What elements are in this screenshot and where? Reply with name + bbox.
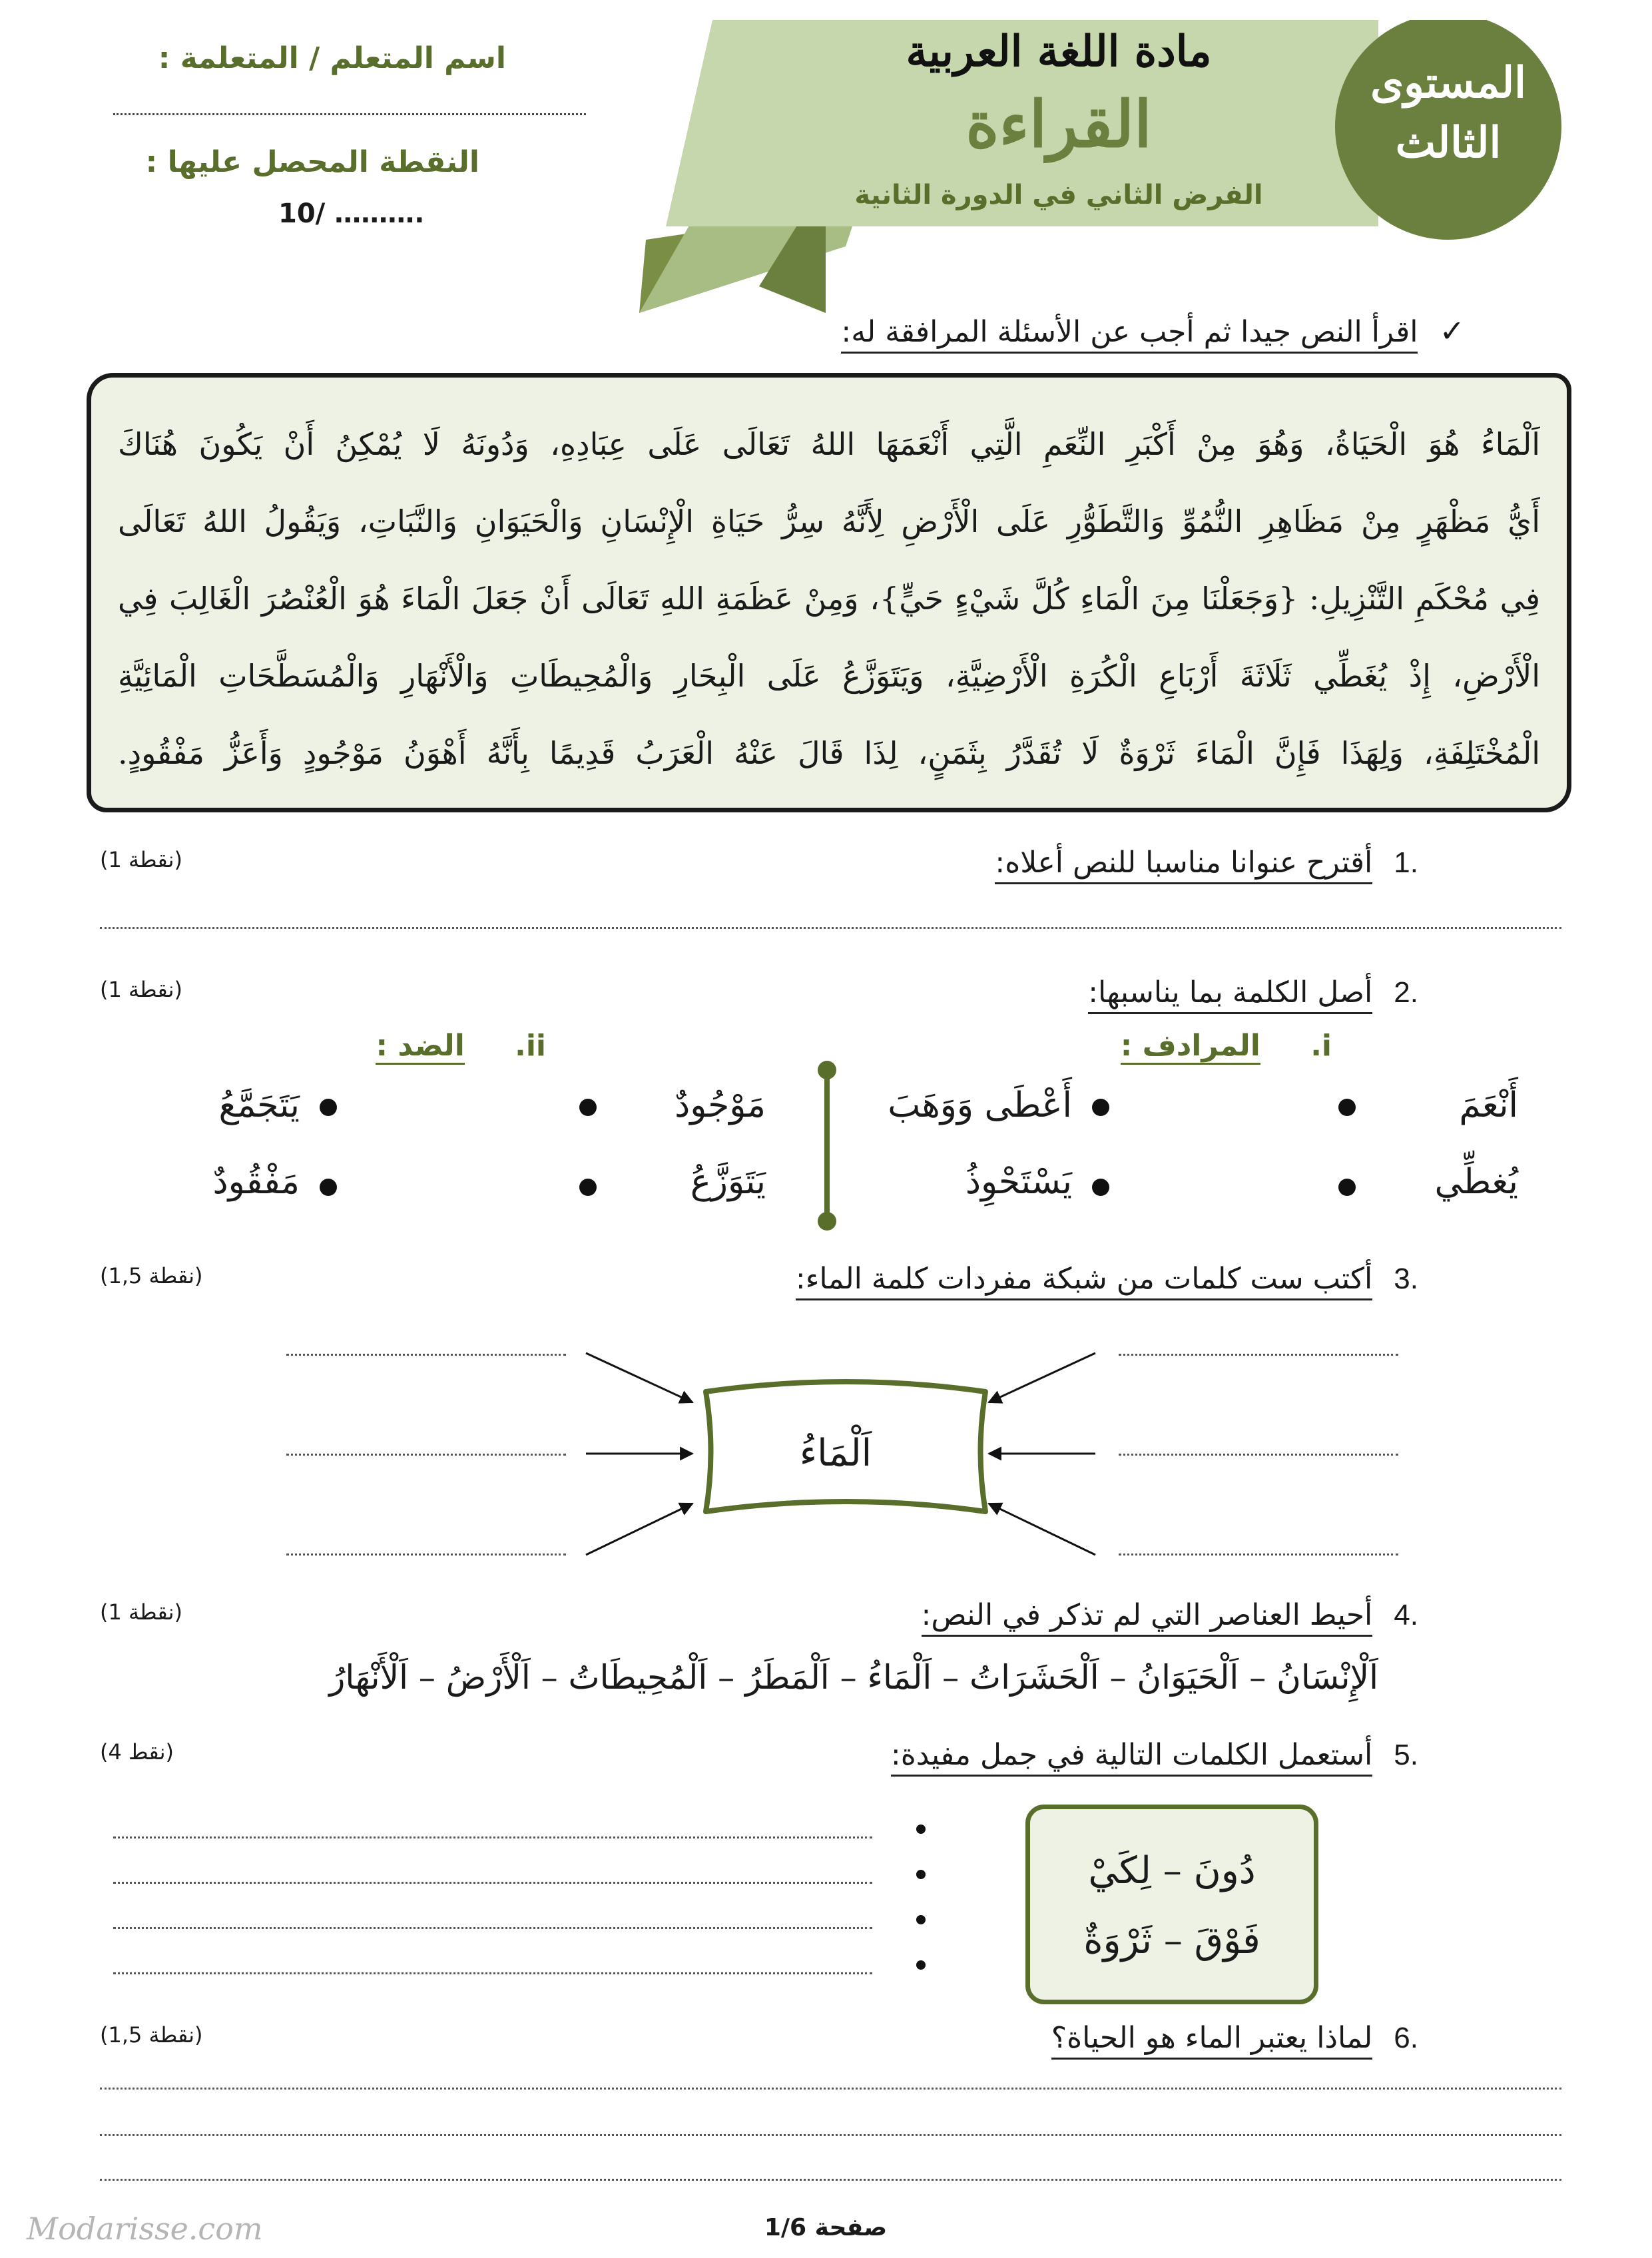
q5-number: .5 [1394, 1739, 1418, 1771]
q2-syn-match-2: يَسْتَحْوِذُ [965, 1162, 1072, 1202]
q2-syn-dot-4[interactable] [1092, 1179, 1109, 1196]
student-name-label: اسم المتعلم / المتعلمة : [158, 41, 506, 75]
q2-syn-word-2: يُغطِّي [1434, 1162, 1518, 1202]
q3-answer-left-2[interactable] [286, 1454, 566, 1456]
instruction-text: اقرأ النص جيدا ثم أجب عن الأسئلة المرافقة له: [841, 315, 1418, 354]
q2-syn-dot-2[interactable] [1092, 1099, 1109, 1116]
q1-text: أقترح عنوانا مناسبا للنص أعلاه: [995, 846, 1372, 884]
q6-text: لماذا يعتبر الماء هو الحياة؟ [1051, 2021, 1373, 2060]
q2-syn-dot-1[interactable] [1338, 1099, 1356, 1116]
q2-ant-dot-3[interactable] [579, 1179, 597, 1196]
passage-line: اَلْمَاءُ هُوَ الْحَيَاةُ، وَهُوَ مِنْ أَكْبَرِ النِّعَمِ الَّتِي أَنْعَمَهَا اللهُ تَعَالَى عَلَى عِبَادِهِ، وَدُونَهُ لَا يُمْكِنُ أَنْ يَكُونَ هُنَاكَ [118, 426, 1540, 462]
q2-ant-match-1: يَتَجَمَّعُ [218, 1085, 300, 1125]
q2-ant-dot-2[interactable] [320, 1099, 337, 1116]
q6-answer-line-3[interactable] [100, 2179, 1561, 2181]
passage-text [118, 406, 1540, 792]
passage-line: أَيُّ مَظْهَرٍ مِنْ مَظَاهِرِ النُّمُوِّ وَالتَّطَوُّرِ عَلَى الْأَرْضِ لِأَنَّهُ سِرُّ حَيَاةِ الْإِنْسَانِ وَالْحَيَوَانِ وَالنَّبَاتِ، وَيَقُولُ اللهُ تَعَالَى [118, 503, 1540, 539]
q1-points: (1 نقطة) [100, 847, 182, 872]
q2-divider [824, 1069, 830, 1222]
exam-title: الفرض الثاني في الدورة الثانية [854, 180, 1263, 210]
watermark: Modarisse.com [27, 2211, 263, 2247]
q5-bullet-3 [916, 1915, 926, 1924]
q6-header [799, 2021, 1418, 2055]
q2-text: أصل الكلمة بما يناسبها: [1088, 976, 1372, 1014]
student-name-field[interactable] [113, 113, 586, 115]
q3-points: (1,5 نقطة) [100, 1263, 203, 1288]
check-icon: ✓ [1439, 313, 1465, 349]
q3-answer-right-2[interactable] [1119, 1454, 1398, 1456]
q2-sub-ii-number: ii. [515, 1029, 546, 1063]
q5-bullet-4 [916, 1960, 926, 1970]
instruction-line [799, 313, 1465, 349]
passage-line: الْأَرْضِ، إِذْ يُغَطِّي ثَلَاثَةَ أَرْبَاعِ الْكُرَةِ الْأَرْضِيَّةِ، وَيَتَوَزَّعُ عَلَى الْبِحَارِ وَالْمُحِيطَاتِ وَالْأَنْهَارِ وَالْمُسَطَّحَاتِ الْمَائِيَّةِ [118, 658, 1540, 694]
level-line2: الثالث [1395, 118, 1502, 168]
subject-title: مادة اللغة العربية [906, 27, 1212, 77]
q5-words-line1: دُونَ – لِكَيْ [1088, 1849, 1256, 1892]
passage-line: فِي مُحْكَمِ التَّنْزِيلِ: {وَجَعَلْنَا مِنَ الْمَاءِ كُلَّ شَيْءٍ حَيٍّ}، وَمِنْ عَظَمَةِ اللهِ تَعَالَى أَنْ جَعَلَ الْمَاءَ هُوَ الْعُنْصُرَ الْغَالِبَ فِي [118, 581, 1540, 617]
q1-number: .1 [1394, 846, 1418, 879]
passage-line: الْمُخْتَلِفَةِ، وَلِهَذَا فَإِنَّ الْمَاءَ ثَرْوَةٌ لَا تُقَدَّرُ بِثَمَنٍ، لِذَا قَالَ عَنْهُ الْعَرَبُ قَدِيمًا بِأَنَّهُ أَهْوَنُ مَوْجُودٍ وَأَعَزُّ مَفْقُودٍ. [118, 735, 1540, 771]
q3-answer-right-1[interactable] [1119, 1354, 1398, 1356]
q6-points: (1,5 نقطة) [100, 2022, 203, 2048]
q6-answer-line-2[interactable] [100, 2134, 1561, 2136]
q2-sub-i-number: i. [1310, 1029, 1332, 1063]
q2-ant-dot-1[interactable] [579, 1099, 597, 1116]
q4-points: (1 نقطة) [100, 1599, 182, 1625]
q5-bullet-1 [916, 1825, 926, 1834]
q5-bullet-2 [916, 1870, 926, 1879]
q5-words-line2: فَوْقَ – ثَرْوَةٌ [1083, 1919, 1260, 1962]
q5-answer-line-3[interactable] [113, 1927, 872, 1929]
q4-text: أحيط العناصر التي لم تذكر في النص: [922, 1598, 1373, 1637]
q2-syn-dot-3[interactable] [1338, 1179, 1356, 1196]
page-number: صفحة 1/6 [764, 2214, 888, 2241]
q5-word-box [1025, 1805, 1318, 2004]
passage-box [87, 373, 1571, 812]
q4-number: .4 [1394, 1599, 1418, 1631]
level-badge [1362, 53, 1535, 173]
q5-answer-line-2[interactable] [113, 1882, 872, 1884]
level-line1: المستوى [1370, 58, 1526, 108]
q1-header [799, 846, 1418, 880]
q2-points: (1 نقطة) [100, 977, 182, 1002]
q2-synonym-label: المرادف : [1121, 1029, 1260, 1065]
q1-answer-line[interactable] [100, 927, 1561, 929]
q2-synonym-heading [1065, 1029, 1332, 1063]
q6-number: .6 [1394, 2022, 1418, 2054]
q5-header [799, 1738, 1418, 1772]
q3-answer-left-1[interactable] [286, 1354, 566, 1356]
q4-word-list[interactable]: اَلْإِنْسَانُ – اَلْحَيَوَانُ – اَلْحَشَرَاتُ – اَلْمَاءُ – اَلْمَطَرُ – اَلْمُحِيطَاتُ – اَلْأَرْضُ – اَلْأَنْهَارُ [329, 1658, 1378, 1697]
q2-divider-cap-top [818, 1061, 836, 1079]
q5-answer-line-4[interactable] [113, 1972, 872, 1974]
q3-text: أكتب ست كلمات من شبكة مفردات كلمة الماء: [796, 1262, 1372, 1300]
q2-antonym-label: الضد : [376, 1029, 464, 1065]
q2-divider-cap-bottom [818, 1212, 836, 1231]
score-label: النقطة المحصل عليها : [145, 145, 479, 179]
q2-ant-dot-4[interactable] [320, 1179, 337, 1196]
q2-antonym-heading [333, 1029, 546, 1063]
page-title: القراءة [965, 87, 1152, 162]
q3-number: .3 [1394, 1263, 1418, 1295]
q4-header [799, 1598, 1418, 1632]
q3-center-word: اَلْمَاءُ [799, 1432, 872, 1475]
q2-ant-word-1: مَوْجُودٌ [675, 1085, 766, 1125]
q2-syn-match-1: أَعْطَى وَوَهَبَ [888, 1085, 1072, 1125]
q2-header [799, 976, 1418, 1009]
score-field[interactable]: 10/ ………. [278, 198, 425, 229]
q5-answer-line-1[interactable] [113, 1836, 872, 1838]
q5-points: (4 نقط) [100, 1739, 174, 1765]
q3-header [795, 1262, 1418, 1296]
q3-answer-right-3[interactable] [1119, 1553, 1398, 1555]
q2-number: .2 [1394, 976, 1418, 1009]
q2-ant-match-2: مَفْقُودٌ [212, 1162, 300, 1202]
q6-answer-line-1[interactable] [100, 2088, 1561, 2090]
q2-ant-word-2: يَتَوَزَّعُ [690, 1162, 766, 1202]
q5-text: أستعمل الكلمات التالية في جمل مفيدة: [891, 1738, 1372, 1777]
q3-answer-left-3[interactable] [286, 1553, 566, 1555]
q2-syn-word-1: أَنْعَمَ [1459, 1085, 1518, 1125]
